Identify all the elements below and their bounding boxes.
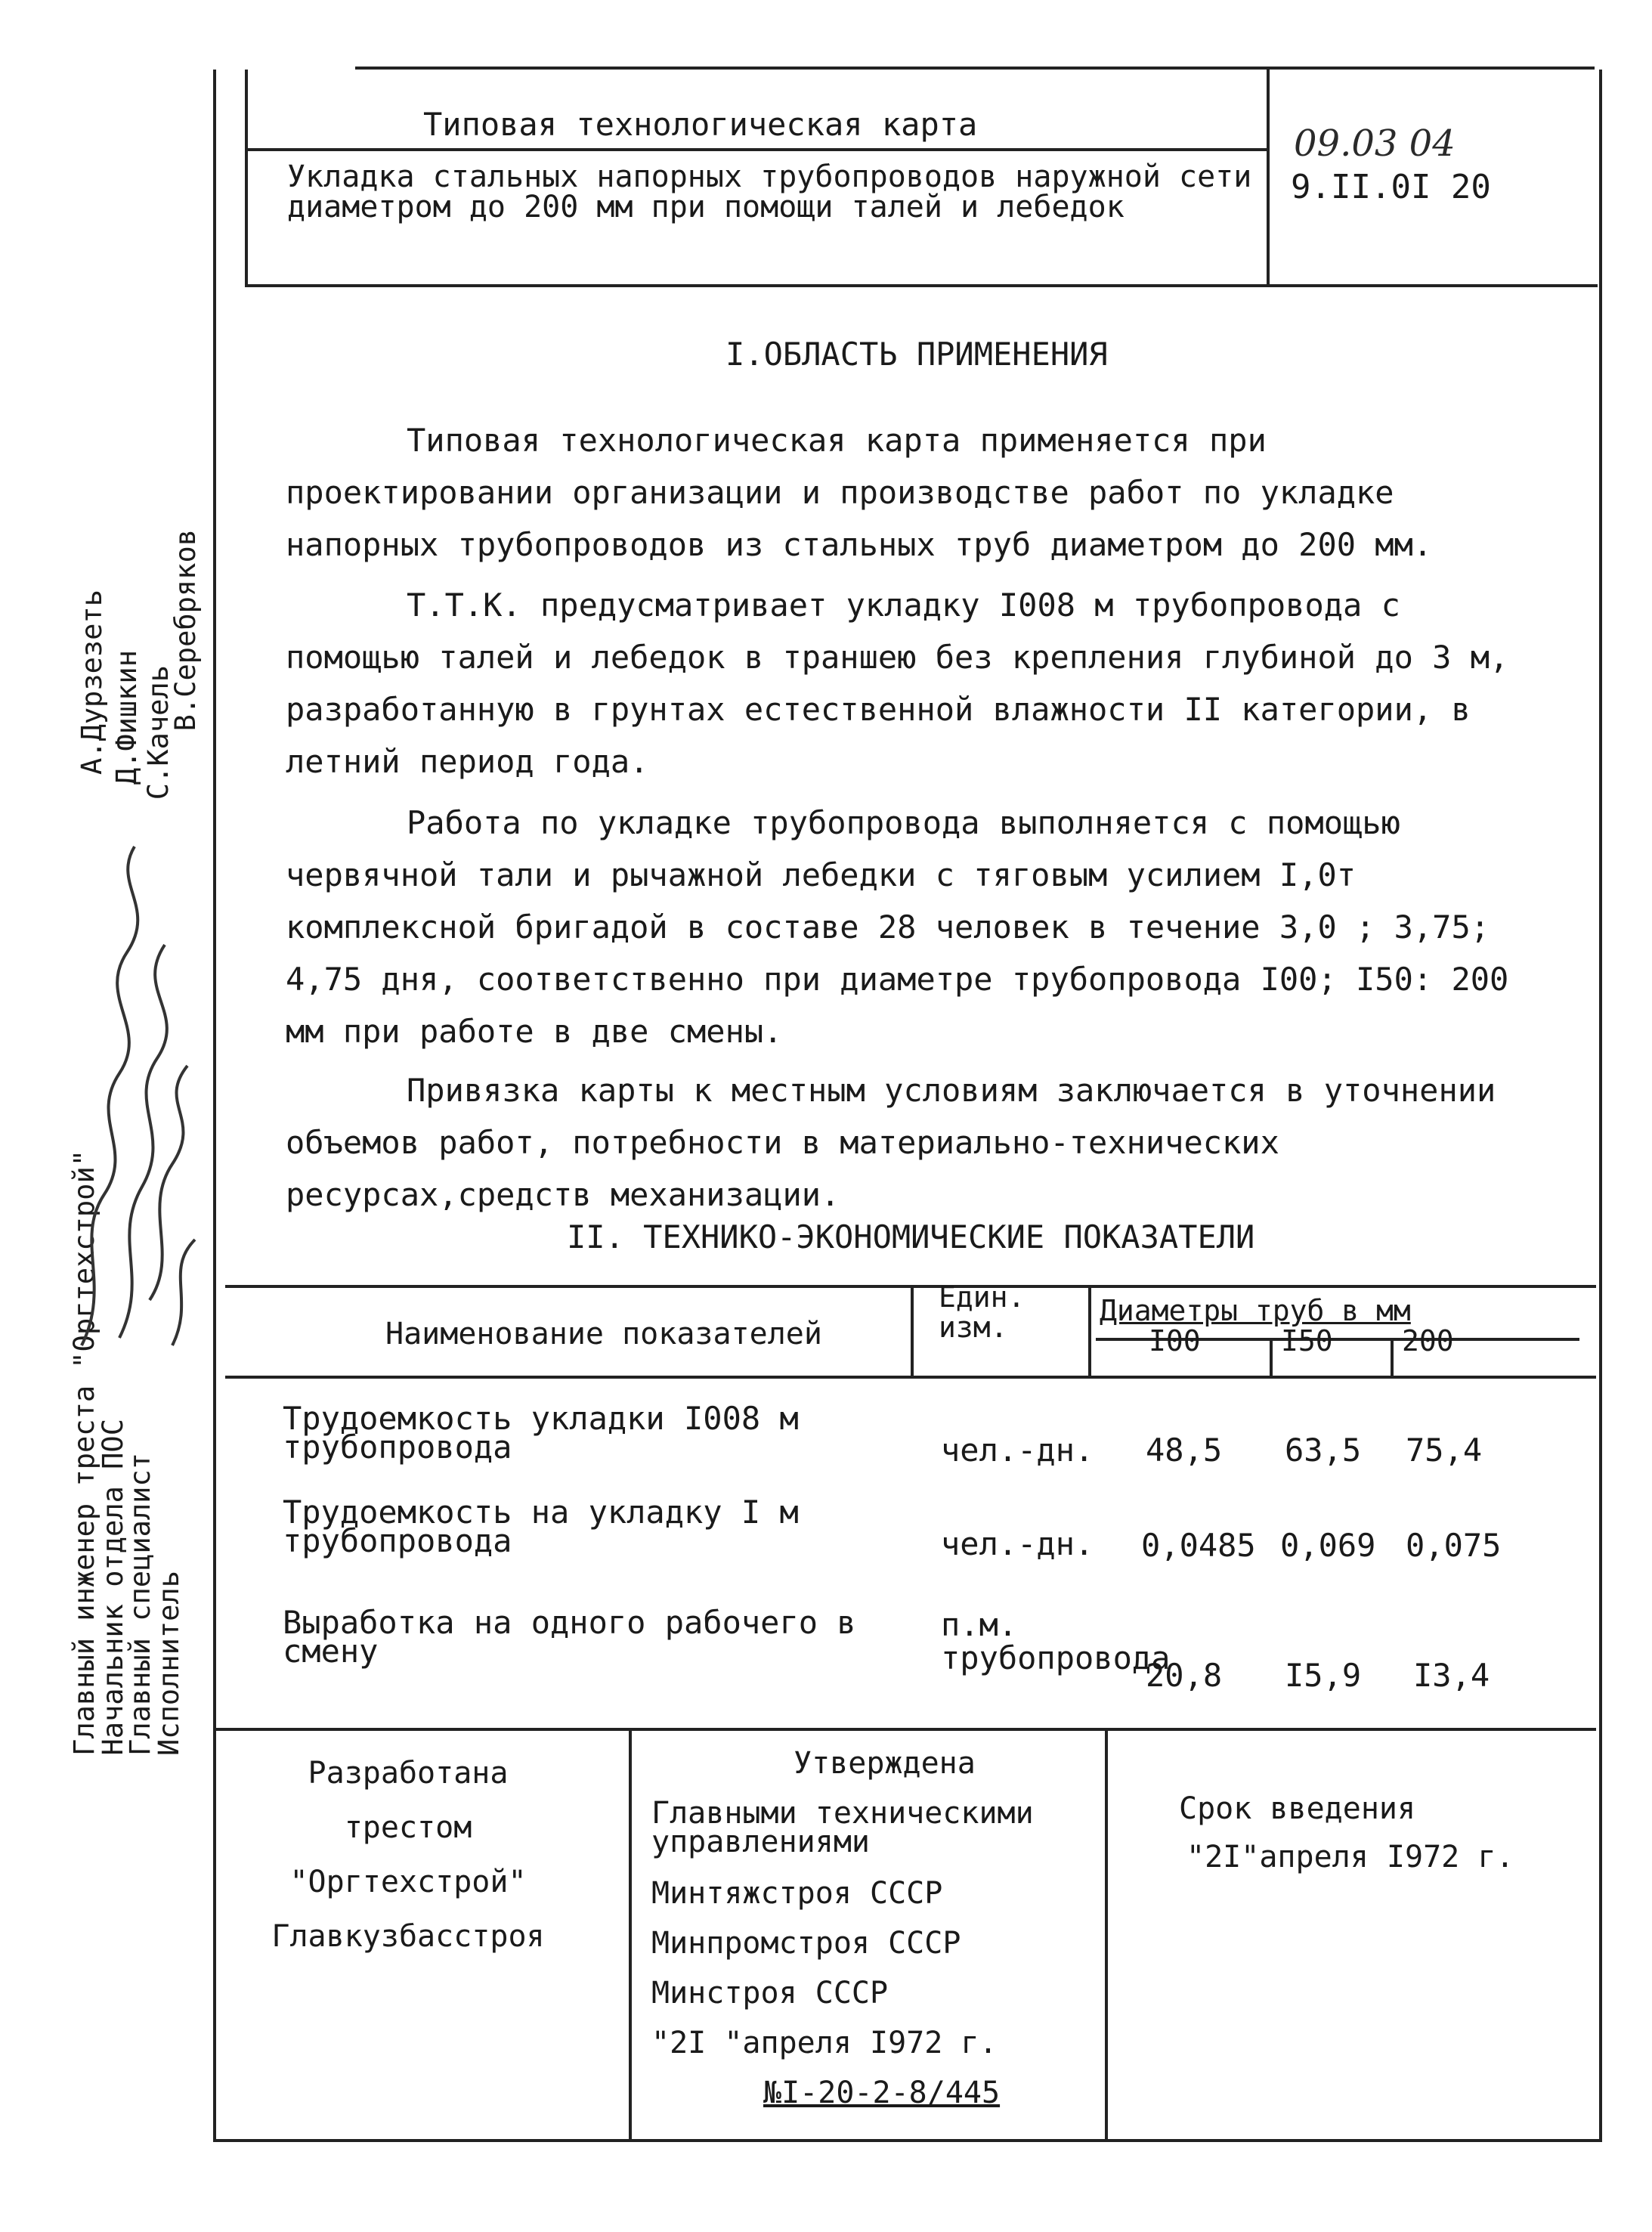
document-code-2: 9.II.0I 20 <box>1291 168 1491 206</box>
approved-number: №I-20-2-8/445 <box>763 2076 1001 2110</box>
table-row-3-value-100: 20,8 <box>1146 1657 1223 1694</box>
table-row-2-value-200: 0,075 <box>1406 1527 1502 1564</box>
section1-paragraph-1: Типовая технологическая карта применяется при проектировании организации и производстве работ по укладке напорных трубопроводов из стальных труб диаметром до 200 мм. <box>286 422 1433 563</box>
table-row-2-value-100: 0,0485 <box>1141 1527 1256 1564</box>
developed-line-2: трестом <box>344 1810 472 1845</box>
section1-paragraph-2: Т.Т.К. предусматривает укладку I008 м трубопровода с помощью талей и лебедок в траншею без крепления глубиной до 3 м, разработанную в грунтах естественной влажности II категории, в летний период года. <box>286 587 1509 780</box>
header-subtitle: Укладка стальных напорных трубопроводов наружной сети диаметром до 200 мм при помощи талей и лебедок <box>287 159 1252 224</box>
table-row-2-unit: чел.-дн. <box>941 1525 1094 1562</box>
approved-heading: Утверждена <box>794 1746 976 1781</box>
sidebar-name-3: С.Качель <box>142 665 175 800</box>
document-code-1: 09.03 04 <box>1294 122 1456 165</box>
handwritten-signatures <box>67 816 218 1361</box>
table-row-3-unit: п.м. трубопровода <box>941 1606 1171 1676</box>
approved-line-4: Минпромстроя СССР <box>651 1926 961 1961</box>
header-title: Типовая технологическая карта <box>423 106 978 143</box>
sidebar-label-chief-engineer: Главный инженер треста "Оргтехстрой" <box>68 1150 101 1756</box>
sidebar-label-chief-specialist: Главный специалист <box>124 1453 156 1756</box>
table-row-1-value-200: 75,4 <box>1406 1432 1483 1469</box>
sidebar-label-executor: Исполнитель <box>153 1570 185 1756</box>
table-diameter-200: 200 <box>1402 1324 1454 1357</box>
approved-date: "2I "апреля I972 г. <box>651 2026 998 2060</box>
sidebar-name-1: А.Дурзезеть <box>76 590 108 775</box>
sidebar-name-4: В.Серебряков <box>169 529 202 732</box>
table-header-name: Наименование показателей <box>385 1317 822 1351</box>
table-header-diameters: Диаметры труб в мм <box>1100 1294 1411 1327</box>
approved-line-5: Минстроя СССР <box>651 1976 889 2011</box>
approved-line-3: Минтяжстроя СССР <box>651 1876 943 1911</box>
approved-line-2: управлениями <box>651 1825 870 1859</box>
term-date: "2I"апреля I972 г. <box>1186 1840 1514 1874</box>
table-row-1-name: Трудоемкость укладки I008 м трубопровода <box>283 1400 799 1466</box>
developed-by <box>227 1746 589 1964</box>
table-diameter-100: I00 <box>1149 1324 1201 1357</box>
table-diameter-150: I50 <box>1281 1324 1333 1357</box>
table-col-divider-2 <box>1088 1285 1091 1376</box>
table-col-divider-1 <box>911 1285 914 1376</box>
developed-line-1: Разработана <box>308 1756 509 1791</box>
table-row-1-value-150: 63,5 <box>1285 1432 1362 1469</box>
table-row-2-name: Трудоемкость на укладку I м трубопровода <box>283 1494 799 1559</box>
developed-line-4: Главкузбасстроя <box>271 1919 545 1954</box>
approved-line-1: Главными техническими <box>651 1796 1034 1831</box>
header-left-border <box>245 70 248 284</box>
developed-line-3: "Оргтехстрой" <box>289 1865 527 1899</box>
table-col-divider-4 <box>1391 1339 1394 1376</box>
table-row-3-name: Выработка на одного рабочего в смену <box>283 1604 856 1670</box>
footer-top-line <box>213 1728 1596 1731</box>
sidebar-name-2: Д.Фишкин <box>110 650 143 785</box>
table-row-1-unit: чел.-дн. <box>941 1432 1094 1469</box>
sidebar-label-department-head: Начальник отдела ПОС <box>97 1419 129 1756</box>
section1-paragraph-4: Привязка карты к местным условиям заключается в уточнении объемов работ, потребности в материально-технических ресурсах,средств механизации. <box>286 1072 1496 1213</box>
footer-divider-2 <box>1105 1728 1108 2141</box>
header-divider <box>245 148 1267 151</box>
header-code-divider <box>1267 70 1270 284</box>
footer-divider-1 <box>629 1728 632 2141</box>
table-row-3-value-150: I5,9 <box>1285 1657 1362 1694</box>
term-label: Срок введения <box>1179 1791 1416 1826</box>
table-col-divider-3 <box>1270 1339 1273 1376</box>
section1-heading: I.ОБЛАСТЬ ПРИМЕНЕНИЯ <box>725 336 1108 373</box>
table-row-3-value-200: I3,4 <box>1413 1657 1490 1694</box>
header-bottom-line <box>245 284 1598 287</box>
table-row-1-value-100: 48,5 <box>1146 1432 1223 1469</box>
table-header-bottom <box>225 1376 1596 1379</box>
table-header-unit: Един. изм. <box>939 1280 1026 1344</box>
section2-heading: II. ТЕХНИКО-ЭКОНОМИЧЕСКИЕ ПОКАЗАТЕЛИ <box>567 1218 1255 1255</box>
table-row-2-value-150: 0,069 <box>1280 1527 1376 1564</box>
section1-paragraph-3: Работа по укладке трубопровода выполняется с помощью червячной тали и рычажной лебедки с тяговым усилием I,0т комплексной бригадой в составе 28 человек в течение 3,0 ; 3,75; 4,75 дня, соответственно при диаметре трубопровода I00; I50: 200 мм при работе в две смены. <box>286 804 1509 1050</box>
